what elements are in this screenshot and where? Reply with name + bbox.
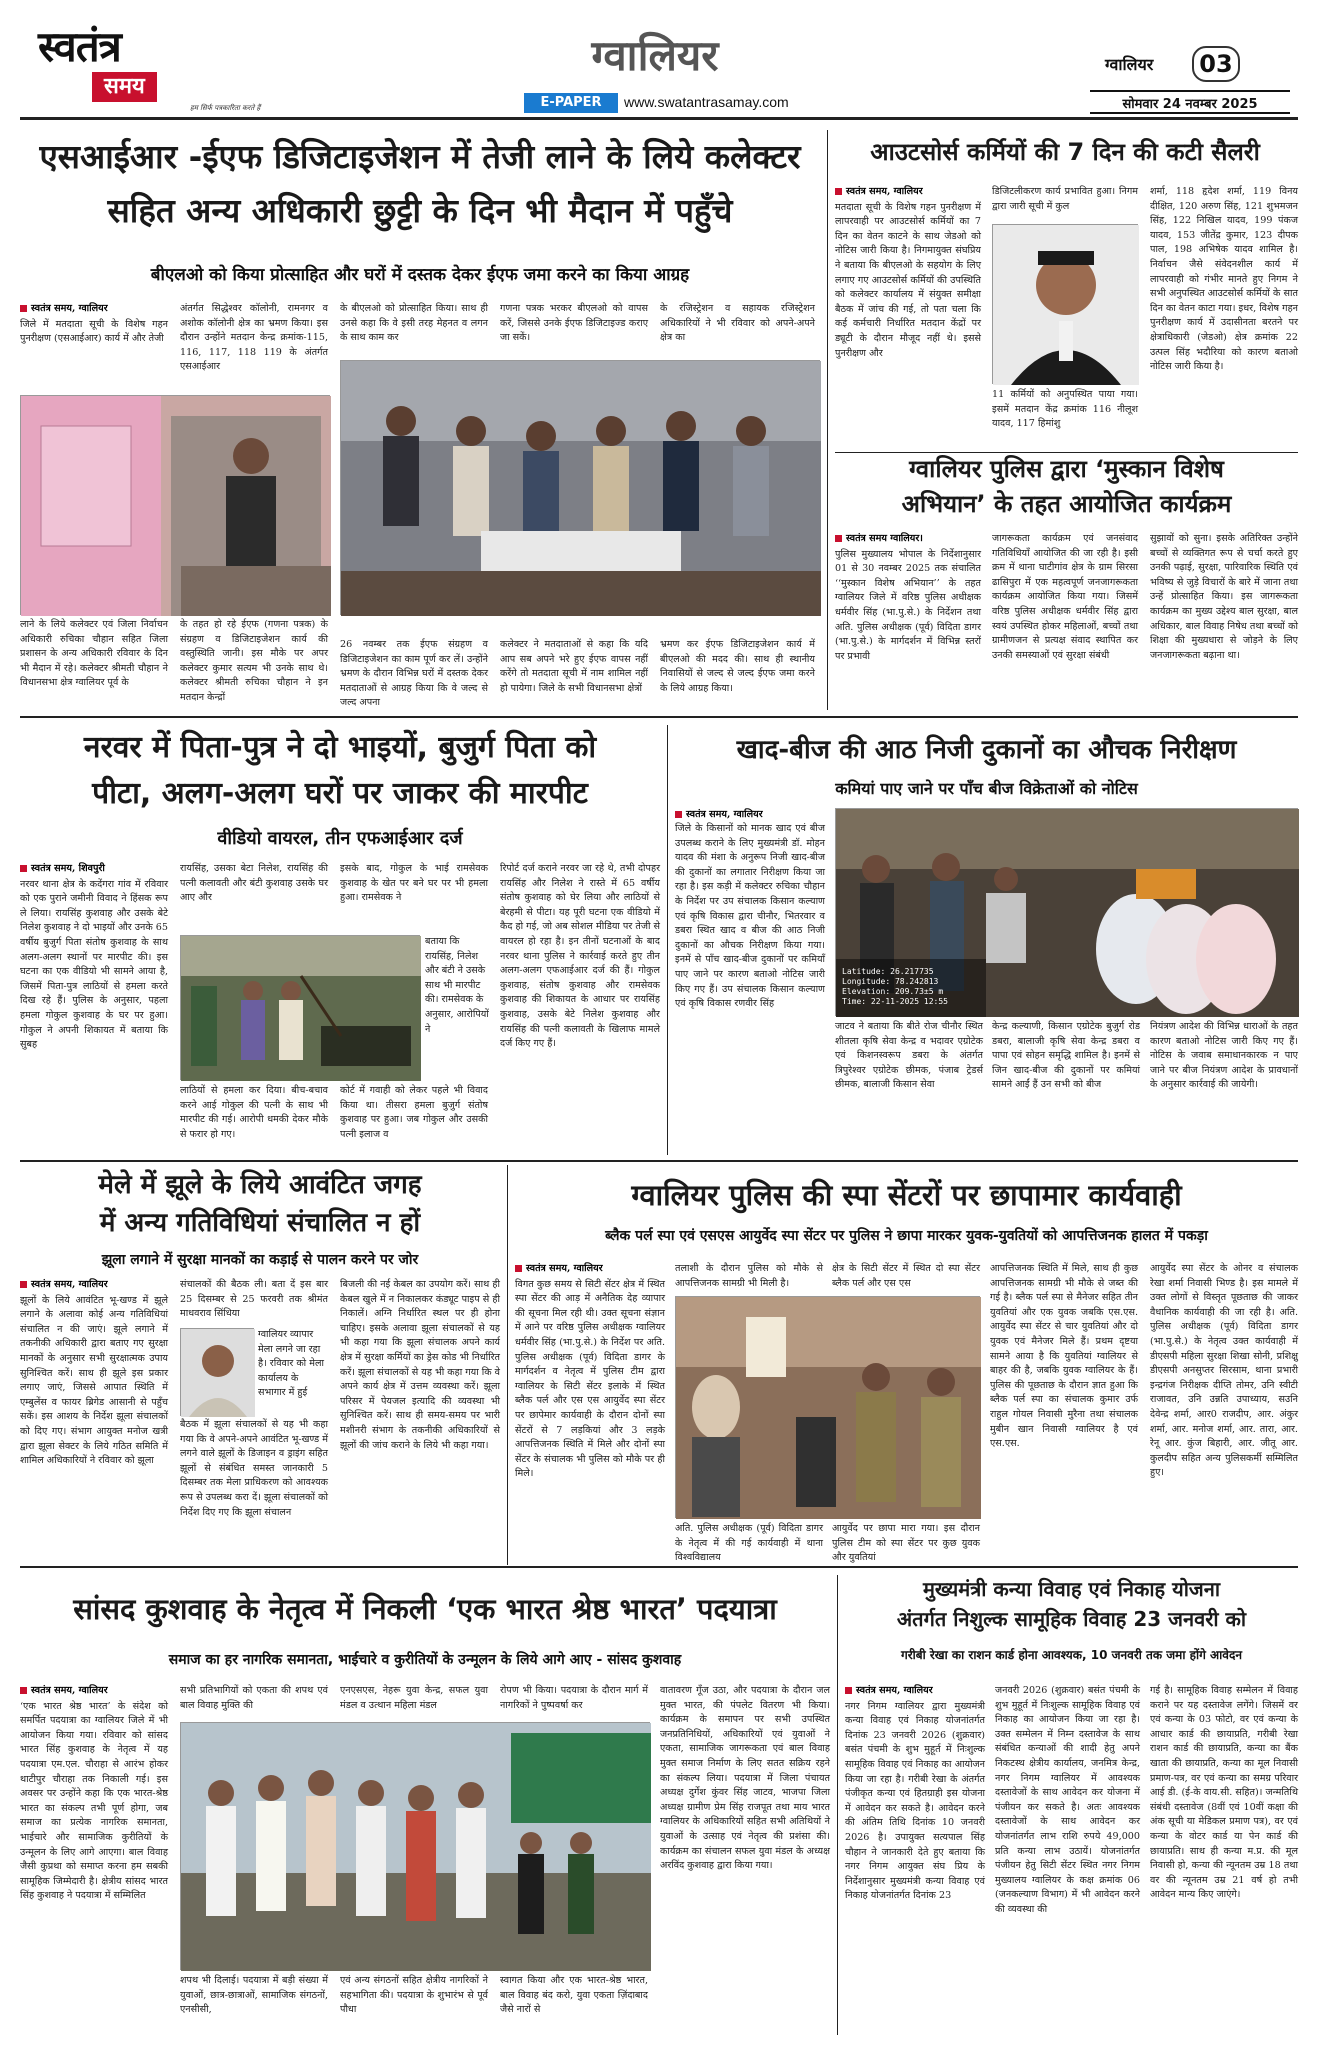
a1-text-5: के रजिस्ट्रेशन व सहायक रजिस्ट्रेशन अधिकारियों ने भी रविवार को अपने-अपने क्षेत्र का [660,303,815,344]
a4-text-4: रिपोर्ट दर्ज कराने नरवर जा रहे थे, तभी दोपहर रायसिंह और निलेश ने रास्ते में 65 वर्षीय संतोष कुशवाह को घेर लिया और लाठियों से बेरहमी से पीटा। यह पूरी घटना एक वीडियो में कैद हो गई, जो अब सोशल मीडिया पर तेजी से वायरल हो रहा है। इन तीनों घटनाओं के बाद नरवर थाना पुलिस ने कार्रवाई करते हुए तीन अलग-अलग एफआईआर दर्ज की हैं। गोकुल कुशवाह, संतोष कुशवाह और रामसेवक कुशवाह की शिकायत के आधार पर रायसिंह कुशवाह, उसके बेटे निलेश कुशवाह और रायसिंह की पत्नी कलावती के खिलाफ मामले दर्ज किए गए हैं। [500,863,660,1050]
a9-text-1: नगर निगम ग्वालियर द्वारा मुख्यमंत्री कन्या विवाह एवं निकाह योजनांतर्गत दिनांक 23 जनवरी 2026 (शुक्रवार) बसंत पंचमी के शुभ मुहूर्त में निःशुल्क सामूहिक विवाह एवं निकाह का आयोजन किया जा रहा है। गरीबी रेखा के अंतर्गत पंजीकृत कन्या एवं हितग्राही इस योजना में आवेदन कर सकते है। आवेदन करने की अंतिम तिथि दिनांक 10 जनवरी 2026 है। उपायुक्त सत्यपाल सिंह चौहान ने जानकारी देते हुए बताया कि नगर निगम आयुक्त संघ प्रिय के निर्देशानुसार मुख्यमंत्री कन्या विवाह एवं निकाह योजनांतर्गत दिनांक 23 [845,1700,985,1902]
a8-col-1 [20,1684,168,2034]
a5-text-1: जिले के किसानों को मानक खाद एवं बीज उपलब्ध कराने के लिए मुख्यमंत्री डॉ. मोहन यादव की मंशा के अनुरूप निजी खाद-बीज की दुकानों का लगातार निरीक्षण किया जा रहा है। इस कड़ी में कलेक्टर रुचिका चौहान के निर्देश पर उप संचालक किसान कल्याण एवं कृषि विकास द्वारा चीनौर, भितरवार व डबरा स्थित खाद व बीज की आठ निजी दुकानों का औचक निरीक्षण किया गया। इनमें से पाँच खाद-बीज दुकानों पर कमियाँ पाए जाने पर कारण बताओ नोटिस जारी किए गए हैं। उप संचालक किसान कल्याण एवं कृषि विकास रणवीर सिंह [675,823,825,1010]
a8-text-3: एनएसएस, नेहरू युवा केन्द्र, सफल युवा मंडल व उत्थान महिला मंडल [340,1685,488,1711]
a2-col-3 [1150,185,1298,450]
a9-col-2 [995,1684,1140,2034]
a6-text-2a: ग्वालियर व्यापार मेला लगने जा रहा है। रविवार को मेला कार्यालय के सभागार में हुई [258,1329,324,1399]
a9-subheadline: गरीबी रेखा का राशन कार्ड होना आवश्यक, 10 जनवरी तक जमा होंगे आवेदन [900,1648,1243,1662]
a3-headline-2: अभियान’ के तहत आयोजित कार्यक्रम [901,490,1232,518]
a6-col-2 [180,1278,328,1326]
a7-photo-raid [675,1296,980,1518]
horizontal-divider-1 [20,716,1298,718]
a5-headline: खाद-बीज की आठ निजी दुकानों का औचक निरीक्षण [736,735,1237,765]
a6-col-1 [20,1278,168,1560]
a4-col-3b [340,1084,488,1152]
a7-text-1: विगत कुछ समय से सिटी सेंटर क्षेत्र में स्थित स्पा सेंटर की आड़ में अनैतिक देह व्यापार की सूचना मिल रही थी। उक्त सूचना संज्ञान में आने पर वरिष्ठ पुलिस अधीक्षक ग्वालियर धर्मवीर सिंह (भा.पु.से.) के निर्देश पर अति. पुलिस अधीक्षक (पूर्व) विदिता डागर के मार्गदर्शन व नेतृत्व में पुलिस टीम द्वारा ग्वालियर के सिटी सेंटर इलाके में स्थित ब्लैक पर्ल और एस एस आयुर्वेद स्पा सेंटर पर छापेमार कार्यवाही के दौरान दोनों स्पा सेंटरों से 7 लड़कियां और 3 लड़के आपत्तिजनक स्थिति में मिले और दोनों स्पा सेंटर के संचालक भी पुलिस को मौके पर ही मिले। [515,1278,665,1480]
a1-text-4b: कलेक्टर ने मतदाताओं से कहा कि यदि आप सब अपने भरे हुए ईएफ वापस नहीं करेंगे तो मतदाता सूची में नाम शामिल नहीं हो पायेगा। जिले के सभी विधानसभा क्षेत्रों [500,639,648,694]
a7-text-2: तलाशी के दौरान पुलिस को मौके से आपत्तिजनक सामग्री भी मिली है। [675,1263,823,1289]
a5-text-4: नियंत्रण आदेश की विभिन्न धाराओं के तहत कारण बताओ नोटिस जारी किए गए हैं। नोटिस के जवाब समाधानकारक न पाए जाने पर बीज नियंत्रण आदेश के प्रावधानों के अनुसार कार्रवाई की जायेगी। [1150,1021,1298,1091]
a2-col-2 [992,185,1138,221]
a1-headline-2: सहित अन्य अधिकारी छुट्टी के दिन भी मैदान में पहुँचे [107,191,733,230]
a9-text-3: गई है। सामूहिक विवाह सम्मेलन में विवाह कराने पर यह दस्तावेज लगेंगे। जिसमें वर एवं कन्या के 03 फोटो, वर एवं कन्या के आधार कार्ड की छायाप्रति, गरीबी रेखा राशन कार्ड की छायाप्रति, कन्या का बैंक खाता की छायाप्रति, कन्या का मूल निवासी प्रमाण-पत्र, वर एवं कन्या का समग्र परिवार आई डी. (ई-के वाय.सी. सहित)। जन्मतिथि संबंधी दस्तावेज (8वीं एवं 10वीं कक्षा की अंक सूची या मेडिकल प्रमाण पत्र), वर एवं कन्या के वोटर कार्ड या पेन कार्ड की छायाप्रति। साथ ही कन्या म.प्र. की मूल निवासी हो, कन्या की न्यूनतम उम्र 18 तथा वर की न्यूनतम उम्र 21 वर्ष हो तभी आवेदन मान्य किए जाएंगे। [1150,1685,1298,1901]
a1-col-3 [340,302,488,360]
a4-photo-art [181,936,421,1081]
a6-text-2: संचालकों की बैठक ली। बता दें इस बार 25 दिसम्बर से 25 फरवरी तक श्रीमंत माधवराव सिंधिया [180,1279,328,1320]
a1-subheadline: बीएलओ को किया प्रोत्साहित और घरों में दस्तक देकर ईएफ जमा करने का किया आग्रह [150,265,690,285]
a1-col-5b [660,638,815,704]
a9-col-1 [845,1684,985,2034]
a7-col-5 [1150,1262,1298,1560]
a3-top-rule [835,452,1298,453]
a8-photo-padyatra [180,1722,650,1970]
a1-col-2b [180,618,328,703]
a7-subheadline: ब्लैक पर्ल स्पा एवं एसएस आयुर्वेद स्पा सेंटर पर पुलिस ने छापा मारकर युवक-युवतियों को आपत्तिजनक हालत में पकड़ा [605,1228,1208,1244]
a9-headline-2: अंतर्गत निशुल्क सामूहिक विवाह 23 जनवरी को [896,1607,1247,1631]
a1-col-2 [180,302,328,392]
epaper-badge: E-PAPER [524,93,618,113]
a4-text-3a: बताया कि रायसिंह, निलेश और बंटी ने उसके साथ भी मारपीट की। रामसेवक के अनुसार, आरोपियों ने [425,936,489,1035]
a4-text-2b: लाठियों से हमला कर दिया। बीच-बचाव करने आई गोकुल की पत्नी के साथ भी मारपीट की गई। आरोपी धमकी देकर मौके से फरार हो गए। [180,1085,328,1140]
a1-text-2: अंतर्गत सिद्धेश्वर कॉलोनी, रामनगर व अशोक कॉलोनी क्षेत्र का भ्रमण किया। इस दौरान उन्होंने मतदान केन्द्र क्रमांक-115, 116, 117, 118 119 के अंतर्गत एसआईआर [180,303,328,373]
a4-subheadline: वीडियो वायरल, तीन एफआईआर दर्ज [217,828,463,849]
logo-top: स्वतंत्र [38,22,121,71]
a2-text-1: मतदाता सूची के विशेष गहन पुनरीक्षण में लापरवाही पर आउटसोर्स कर्मियों का 7 दिन का वेतन काटने के साथ जेडओ को नोटिस जारी किया है। निगमायुक्त संघप्रिय ने बताया कि बीएलओ के सहयोग के लिए लगाए गए आउटसोर्स कर्मियों की उपस्थिति को कलेक्टर कार्यालय में संयुक्त समीक्षा बैठक में जांच की गई, तो पता चला कि कई कर्मचारी निर्धारित मतदान केंद्रों पर ड्यूटी के दौरान मौजूद नहीं थे। इससे पुनरीक्षण और [835,201,981,359]
a1-col-1b [20,618,168,692]
a1-text-4: गणना पत्रक भरकर बीएलओ को वापस करें, जिससे उनके ईएफ डिजिटाइज्ड कराए जा सकें। [500,303,648,344]
a7-byline: स्वतंत्र समय, ग्वालियर [515,1262,665,1277]
a1-col-1 [20,302,168,392]
a2-col-1 [835,185,981,450]
horizontal-divider-2 [20,1160,1298,1162]
a2-text-2: डिजिटलीकरण कार्य प्रभावित हुआ। निगम द्वारा जारी सूची में कुल [992,186,1138,212]
edition-city: ग्वालियर [591,31,719,80]
a3-byline: स्वतंत्र समय ग्वालियर। [835,532,981,547]
a4-col-4 [500,862,660,1152]
a4-headline-1: नरवर में पिता-पुत्र ने दो भाइयों, बुजुर्ग पिता को [83,730,597,765]
a5-photo-shop [835,808,1298,1016]
a8-text-5: वातावरण गूँज उठा, और पदयात्रा के दौरान जल मुक्त भारत, की पंपलेट वितरण भी किया। कार्यक्रम के समापन पर सभी उपस्थित जनप्रतिनिधियों, अधिकारियों एवं युवाओं ने एकता, सामाजिक जागरूकता एवं बाल विवाह मुक्त समाज निर्माण के लिए सतत सक्रिय रहने का संकल्प लिया। पदयात्रा में जिला पंचायत अध्यक्ष दुर्गेश कुंवर सिंह जाटव, भाजपा जिला अध्यक्ष ग्रामीण प्रेम सिंह राजपूत तथा माय भारत ग्वालियर के अधिकारियों सहित सभी अतिथियों ने युवाओं के उत्साह एवं नेतृत्व की प्रशंसा की। कार्यक्रम का संचालन सफल युवा मंडल के अध्यक्ष अरविंद कुशवाह द्वारा किया गया। [660,1685,830,1872]
a8-text-2b: शपथ भी दिलाई। पदयात्रा में बड़ी संख्या में युवाओं, छात्र-छात्राओं, सामाजिक संगठनों, एनसीसी, [180,1975,328,2016]
a2-headline: आउटसोर्स कर्मियों की 7 दिन की कटी सैलरी [870,138,1260,166]
a5-text-3: केन्द्र कल्याणी, किसान एग्रोटेक बुजुर्ग रोड डबरा, बालाजी कृषि सेवा केन्द्र डबरा व पापा एवं सोहन समृद्धि शामिल है। इनमें से जिन खाद-बीज की दुकानों पर कमियां सामने आईं हैं उन सभी को बीज [992,1021,1140,1091]
a4-text-1: नरवर थाना क्षेत्र के कदेंगरा गांव में रविवार को एक पुराने जमीनी विवाद ने हिंसक रूप ले लिया। रायसिंह कुशवाह और उसके बेटे निलेश कुशवाह ने दो भाइयों और उनके 65 वर्षीय बुजुर्ग पिता संतोष कुशवाह के साथ अलग-अलग स्थानों पर मारपीट की। इस घटना का एक वीडियो भी सामने आया है, जिसमें पिता-पुत्र लाठियों से हमला करते दिख रहे हैं। पुलिस के अनुसार, पहला हमला गोकुल कुशवाह के घर पर हुआ। गोकुल ने अपनी शिकायत में बताया कि सुबह [20,878,168,1051]
a5-col-2 [835,1020,983,1152]
a1-col-4b [500,638,648,704]
a5-text-2: जाटव ने बताया कि बीते रोज चीनौर स्थित शीतला कृषि सेवा केन्द्र व भदावर एग्रोटेक एवं किशनस्वरूप डबरा के अंतर्गत त्रिपुरेश्वर एग्रोटेक छीमक, पंजाब ट्रेडर्स छीमक, बालाजी किसान सेवा [835,1021,983,1091]
a7-col-3b [832,1522,980,1564]
a7-text-3: क्षेत्र के सिटी सेंटर में स्थित दो स्पा सेंटर ब्लैक पर्ल और एस एस [832,1263,980,1289]
a8-photo-art [181,1723,651,1971]
a3-text-2: जागरूकता कार्यक्रम एवं जनसंवाद गतिविधियाँ आयोजित की जा रही है। इसी क्रम में थाना घाटीगांव क्षेत्र के ग्राम सिरसा ढासिपुरा में एक महत्वपूर्ण जनजागरूकता कार्यक्रम आयोजित किया गया। जिसमें वरिष्ठ पुलिस अधीक्षक धर्मवीर सिंह द्वारा स्वयं उपस्थित होकर महिलाओं, बच्चों तथा ग्रामीणजन से प्रत्यक्ष संवाद स्थापित कर उनकी समस्याओं एवं सुरक्षा संबंधी [992,533,1138,661]
a1-photo-collector-door [20,395,330,615]
a1-photo-1-art [21,396,331,616]
a4-col-2b [180,1084,328,1152]
a1-text-3: के बीएलओ को प्रोत्साहित किया। साथ ही उनसे कहा कि वे इसी तरह मेहनत व लगन के साथ काम कर [340,303,488,344]
a8-headline: सांसद कुशवाह के नेतृत्व में निकली ‘एक भारत श्रेष्ठ भारत’ पदयात्रा [73,1592,777,1626]
a6-text-3: बिजली की नई केबल का उपयोग करें। साथ ही केबल खुले में न निकालकर कंड्यूट पाइप से ही निकालें। अग्नि निर्धारित स्थल पर ही होना चाहिए। इसके अलावा झूला संचालकों से यह भी कहा गया कि झूला संचालक अपने कार्य क्षेत्र में सुरक्षा कर्मियों का ड्रेस कोड भी निर्धारित करें। झूला संचालकों से यह भी कहा गया कि वे अपने कार्य क्षेत्र में उत्तम व्यवस्था करें। झूला परिसर में पेयजल इत्यादि की व्यवस्था भी सुनिश्चित करें। साथ ही समय-समय पर भारी मशीनरी संभाग के तकनीकी अधिकारियों से झूलों की जांच कराने के लिये भी कहा गया। [340,1279,500,1451]
a1-text-1b: लाने के लिये कलेक्टर एवं जिला निर्वाचन अधिकारी रुचिका चौहान सहित जिला प्रशासन के अन्य अधिकारी रविवार के दिन भी मैदान में रहे। कलेक्टर श्रीमती चौहान ने विधानसभा क्षेत्र ग्वालियर पूर्व के [20,619,168,689]
a8-subheadline: समाज का हर नागरिक समानता, भाईचारे व कुरीतियों के उन्मूलन के लिये आगे आए - सांसद कुशवाह [168,1652,682,1668]
a6-subheadline: झूला लगाने में सुरक्षा मानकों का कड़ाई से पालन करने पर जोर [101,1252,419,1268]
a5-col-4 [1150,1020,1298,1152]
a9-text-2: जनवरी 2026 (शुक्रवार) बसंत पंचमी के शुभ मुहूर्त में निःशुल्क सामूहिक विवाह एवं निकाह का आयोजन किया जा रहा है। उक्त सम्मेलन में निम्न दस्तावेज के साथ संबंधित कन्याओं की शादी हेतु अपने निकटस्थ क्षेत्रीय कार्यालय, जनमित्र केन्द्र, नगर निगम ग्वालियर में आवश्यक दस्तावेजों के साथ आवेदन कर योजना में पंजीयन कर सकते है। अतः आवश्यक दस्तावेजों के साथ आवेदन कर योजनांतर्गत लाभ राशि रुपये 49,000 प्रति कन्या लाभ उठायें। योजनांतर्गत पंजीयन हेतु सिटी सेंटर स्थित नगर निगम मुख्यालय ग्वालियर के कक्ष क्रमांक 06 (जनकल्याण विभाग) में भी आवेदन करने की व्यवस्था की [995,1685,1140,1915]
a1-text-2b: के तहत हो रहे ईएफ (गणना पत्रक) के संग्रहण व डिजिटाइजेशन कार्य की वस्तुस्थिति जानी। इस मौके पर अपर कलेक्टर कुमार सत्यम भी उनके साथ थे। कलेक्टर श्रीमती रुचिका चौहान ने इन मतदान केन्द्रों [180,619,328,703]
a7-col-2b [675,1522,823,1564]
a2-photo-official [992,224,1138,384]
a7-photo-art [676,1297,981,1519]
page-number: 03 [1192,46,1240,82]
logo-bottom: समय [92,72,157,102]
a4-text-3b: कोर्ट में गवाही को लेकर पहले भी विवाद किया था। तीसरा हमला बुजुर्ग संतोष कुशवाह पर हुआ। जब गोकुल और उसकी पत्नी इलाज व [340,1085,488,1140]
a3-headline-1: ग्वालियर पुलिस द्वारा ‘मुस्कान विशेष [909,455,1224,483]
vertical-divider-top [827,130,828,710]
a8-col-2 [180,1684,328,1718]
a7-text-4: आपत्तिजनक स्थिति में मिले, साथ ही कुछ आपत्तिजनक सामग्री भी मौके से जब्त की गई है। ब्लैक पर्ल स्पा से मैनेजर सहित तीन युवतियां और एक युवक जबकि एस.एस. आयुर्वेद स्पा सेंटर से चार युवतियां और दो युवक एवं मैनेजर मिले हैं। प्रथम दृष्टया सामने आया है कि युवतियां ग्वालियर से बाहर की है, जबकि युवक ग्वालियर के हैं। पुलिस की पूछताछ के दौरान ज्ञात हुआ कि ब्लैक पर्ल स्पा का संचालक कुमार उर्फ राहुल गोयल निवासी मुरैना तथा संचालक मुबीन खान निवासी ग्वालियर है एवं एस.एस. [990,1263,1138,1450]
a4-byline: स्वतंत्र समय, शिवपुरी [20,862,168,877]
a5-col-3 [992,1020,1140,1152]
a4-col-3a [425,935,490,1080]
a1-byline: स्वतंत्र समय, ग्वालियर [20,302,168,317]
a8-col-5 [660,1684,830,2034]
website-link[interactable]: www.swatantrasamay.com [624,94,789,110]
a1-col-5 [660,302,815,360]
a6-text-2b: बैठक में झूला संचालकों से यह भी कहा गया कि वे अपने-अपने आवंटित भू-खण्ड में लगने वाले झूलों के डिजाइन व ड्राइंग सहित झूलों से संबंधित समस्त जानकारी 5 दिसम्बर तक मेला प्राधिकरण को आवश्यक रूप से उपलब्ध करा दें। झूला संचालकों को निर्देश दिए गए कि झूला संचालन [180,1419,328,1518]
a6-text-1: झूलों के लिये आवंटित भू-खण्ड में झूले लगाने के अलावा कोई अन्य गतिविधियां संचालित न की जाएं। झूले लगाने में तकनीकी अधिकारी द्वारा बताए गए सुरक्षा मानकों के अनुसार सभी सुरक्षात्मक उपाय सुनिश्चित करें। साथ ही झूले इस प्रकार लगाए जाएं, जिससे आपात स्थिति में एम्बुलेंस व फायर ब्रिगेड आसानी से पहुँच सकें। इस आशय के निर्देश झूला संचालकों को दिए गए। संभाग आयुक्त मनोज खत्री द्वारा झूला सेक्टर के लिये गठित समिति में शामिल अधिकारियों ने रविवार को झूला [20,1294,168,1467]
a1-text-1: जिले में मतदाता सूची के विशेष गहन पुनरीक्षण (एसआईआर) कार्य में और तेजी [20,318,168,345]
a8-col-4 [500,1684,648,1718]
a7-headline: ग्वालियर पुलिस की स्पा सेंटरों पर छापामार कार्यवाही [631,1178,1182,1212]
a3-col-3 [1150,532,1298,710]
a7-text-5: आयुर्वेद स्पा सेंटर के ओनर व संचालक रेखा शर्मा निवासी भिण्ड है। इस मामले में उक्त लोगों से विस्तृत पूछताछ की जाकर वैधानिक कार्यवाही की जा रही है। अति. पुलिस अधीक्षक (पूर्व) विदिता डागर (भा.पु.से.) के नेतृत्व उक्त कार्यवाही में डीएसपी महिला सुरक्षा शिखा सोनी, प्रशिक्षु डीएसपी अनसुप्तर सिरसाम, थाना प्रभारी इन्द्रगंज निरीक्षक दीप्ति तोमर, उनि स्वीटी राजावत, उनि उन्नति उपाध्याय, सउनि देवेन्द्र शर्मा, आर0 राजदीप, आर. अंकुर शर्मा, आर. मनोज शर्मा, आर. तारा, आर. रेनू आर. कुंज बिहारी, आर. जीतू आर. कुलदीप सहित अन्य पुलिसकर्मी सम्मिलित हुए। [1150,1263,1298,1479]
a8-col-4b [500,1974,648,2034]
a6-col-2a [258,1328,328,1416]
vertical-divider-low [507,1165,508,1565]
a7-col-3 [832,1262,980,1294]
a8-text-4b: स्वागत किया और एक भारत-श्रेष्ठ भारत, बाल विवाह बंद करो, युवा एकता ज़िंदाबाद जैसे नारों से [500,1975,648,2016]
horizontal-divider-3 [20,1566,1298,1568]
a4-headline-2: पीटा, अलग-अलग घरों पर जाकर की मारपीट [92,776,588,811]
masthead-logo [38,24,228,112]
a1-text-5b: भ्रमण कर ईएफ डिजिटाइजेशन कार्य में बीएलओ की मदद की। साथ ही स्थानीय निवासियों से जल्द से जल्द ईएफ जमा करने के लिये आग्रह किया। [660,639,815,694]
page-city: ग्वालियर [1105,55,1154,74]
a2-photo-art [993,225,1139,385]
a8-text-3b: एवं अन्य संगठनों सहित क्षेत्रीय नागरिकों ने सहभागिता की। पदयात्रा के शुभारंभ से पूर्व पौधा [340,1975,488,2016]
a4-text-3: इसके बाद, गोकुल के भाई रामसेवक कुशवाह के खेत पर बने घर पर भी हमला हुआ। रामसेवक ने [340,863,488,904]
masthead-divider [20,117,1298,120]
a8-col-2b [180,1974,328,2034]
a9-col-3 [1150,1684,1298,2034]
a2-text-3: शर्मा, 118 हृदेश शर्मा, 119 विनय दीक्षित, 120 अरुण सिंह, 121 शुभमजन सिंह, 122 निखिल यादव, 199 पंकज यादव, 153 जीतेंद्र कुमार, 123 दीपक पाल, 198 अभिषेक यादव शामिल है। निर्वाचन जैसे संवेदनशील कार्य में लापरवाही को गंभीर मानते हुए निगम ने सभी अनुपस्थित आउटसोर्स कर्मियों के सात दिन का वेतन काटा गया। इधर, विशेष गहन पुनरीक्षण कार्य में उदासीनता बरतने पर क्षेत्राधिकारी (जेडओ) क्षेत्र क्रमांक 22 उत्पल सिंह भदौरिया को कारण बताओ नोटिस जारी किया है। [1150,186,1298,373]
a6-photo-official [180,1328,254,1416]
masthead [0,0,1318,118]
a9-byline: स्वतंत्र समय, ग्वालियर [845,1684,985,1699]
a8-byline: स्वतंत्र समय, ग्वालियर [20,1684,168,1699]
a3-text-3: सुझावों को सुना। इसके अतिरिक्त उन्होंने बच्चों से व्यक्तिगत रूप से चर्चा करते हुए उनकी पढ़ाई, सुरक्षा, पारिवारिक स्थिति एवं भविष्य से जुड़े विचारों के बारे में जाना तथा उन्हें प्रोत्साहित किया। इस जागरूकता कार्यक्रम का मुख्य उद्देश्य बाल सुरक्षा, बाल अधिकार, बाल विवाह निषेध तथा बच्चों को शिक्षा की मुख्यधारा से जोड़ने के लिए जनजागरूकता बढ़ाना था। [1150,533,1298,661]
a5-col-1 [675,822,825,1152]
vertical-divider-bottom [837,1575,838,2035]
a7-col-1 [515,1262,665,1560]
a9-headline-1: मुख्यमंत्री कन्या विवाह एवं निकाह योजना [922,1577,1221,1601]
a2-text-2b: 11 कर्मियों को अनुपस्थित पाया गया। इसमें मतदान केंद्र क्रमांक 116 नीलूश यादव, 117 हिमांशु [992,389,1138,430]
a7-text-3b: आयुर्वेद पर छापा मारा गया। इस दौरान पुलिस टीम को स्पा सेंटर पर कुछ युवक और युवतियां [832,1523,980,1564]
a1-headline-1: एसआईआर -ईएफ डिजिटाइजेशन में तेजी लाने के लिये कलेक्टर [39,137,801,176]
a4-col-1 [20,862,168,1152]
a4-photo-fight [180,935,420,1080]
a5-byline: स्वतंत्र समय, ग्वालियर [675,808,855,823]
a8-text-4: रोपण भी किया। पदयात्रा के दौरान मार्ग में नागरिकों ने पुष्पवर्षा कर [500,1685,648,1711]
a6-col-2b [180,1418,328,1560]
a2-col-2b [992,388,1138,450]
a6-photo-art [181,1329,255,1417]
a5-subheadline: कमियां पाए जाने पर पाँच बीज विक्रेताओं को नोटिस [835,779,1138,798]
a3-col-1 [835,532,981,710]
a3-text-1: पुलिस मुख्यालय भोपाल के निर्देशानुसार 01 से 30 नवम्बर 2025 तक संचालित ‘‘मुस्कान विशेष अभियान’’ के तहत ग्वालियर जिले में वरिष्ठ पुलिस अधीक्षक धर्मवीर सिंह (भा.पु.से.) के निर्देशन तथा अति. पुलिस अधीक्षक (पूर्व) विदिता डागर (भा.पु.से.) के मार्गदर्शन में विभिन्न स्तरों पर प्रभावी [835,548,981,662]
a8-col-3b [340,1974,488,2034]
vertical-divider-mid [667,725,668,1155]
a2-byline: स्वतंत्र समय, ग्वालियर [835,185,981,200]
a7-text-2b: अति. पुलिस अधीक्षक (पूर्व) विदिता डागर के नेतृत्व में की गई कार्यवाही में थाना विश्वविद्यालय [675,1523,823,1564]
a1-photo-group-ef [340,360,820,615]
a8-text-2: सभी प्रतिभागियों को एकता की शपथ एवं बाल विवाह मुक्ति की [180,1685,328,1711]
a1-photo-2-art [341,361,821,616]
a7-col-4 [990,1262,1138,1560]
a8-text-1: ‘एक भारत श्रेष्ठ भारत’ के संदेश को समर्पित पदयात्रा का ग्वालियर जिले में भी आयोजन किया गया। रविवार को सांसद भारत सिंह कुशवाह के नेतृत्व में यह पदयात्रा एम.एल. चौराहा से आरंभ होकर थाटीपुर चौराहा तक निकाली गई। इस अवसर पर उन्होंने कहा कि एक भारत-श्रेष्ठ भारत का संकल्प तभी पूर्ण होगा, जब समाज का प्रत्येक नागरिक समानता, भाईचारे और सामाजिक कुरीतियों के उन्मूलन के लिए आगे आएगा। बाल विवाह जैसी कुप्रथा को समाप्त करना हम सबकी सामूहिक जिम्मेदारी है। क्षेत्रीय सांसद भारत सिंह कुशवाह ने पदयात्रा में सम्मिलित [20,1700,168,1902]
a4-col-2 [180,862,328,934]
a1-col-3b [340,638,488,709]
a1-text-3b: 26 नवम्बर तक ईएफ संग्रहण व डिजिटाइजेशन का काम पूर्ण कर लें। उन्होंने भ्रमण के दौरान विभिन्न घरों में दस्तक देकर मतदाताओं से आग्रह किया कि वे जल्द से जल्द अपना [340,639,488,709]
a6-byline: स्वतंत्र समय, ग्वालियर [20,1278,168,1293]
a3-col-2 [992,532,1138,710]
a5-photo-geotag: Latitude: 26.217735 Longitude: 78.242813 Elevation: 209.73±5 m Time: 22-11-2025 12:55 [842,967,948,1006]
a8-col-3 [340,1684,488,1718]
a7-col-2 [675,1262,823,1294]
masthead-tagline: हम सिर्फ पत्रकारिता करते हैं [190,104,261,112]
issue-date: सोमवार 24 नवम्बर 2025 [1122,97,1258,112]
a6-headline-2: में अन्य गतिविधियां संचालित न हों [99,1208,421,1238]
a1-col-4 [500,302,648,360]
a4-col-3 [340,862,488,922]
a4-text-2: रायसिंह, उसका बेटा निलेश, रायसिंह की पत्नी कलावती और बंटी कुशवाह उसके घर आए और [180,863,328,904]
a6-headline-1: मेले में झूले के लिये आवंटित जगह [98,1170,422,1200]
a6-col-3 [340,1278,500,1560]
